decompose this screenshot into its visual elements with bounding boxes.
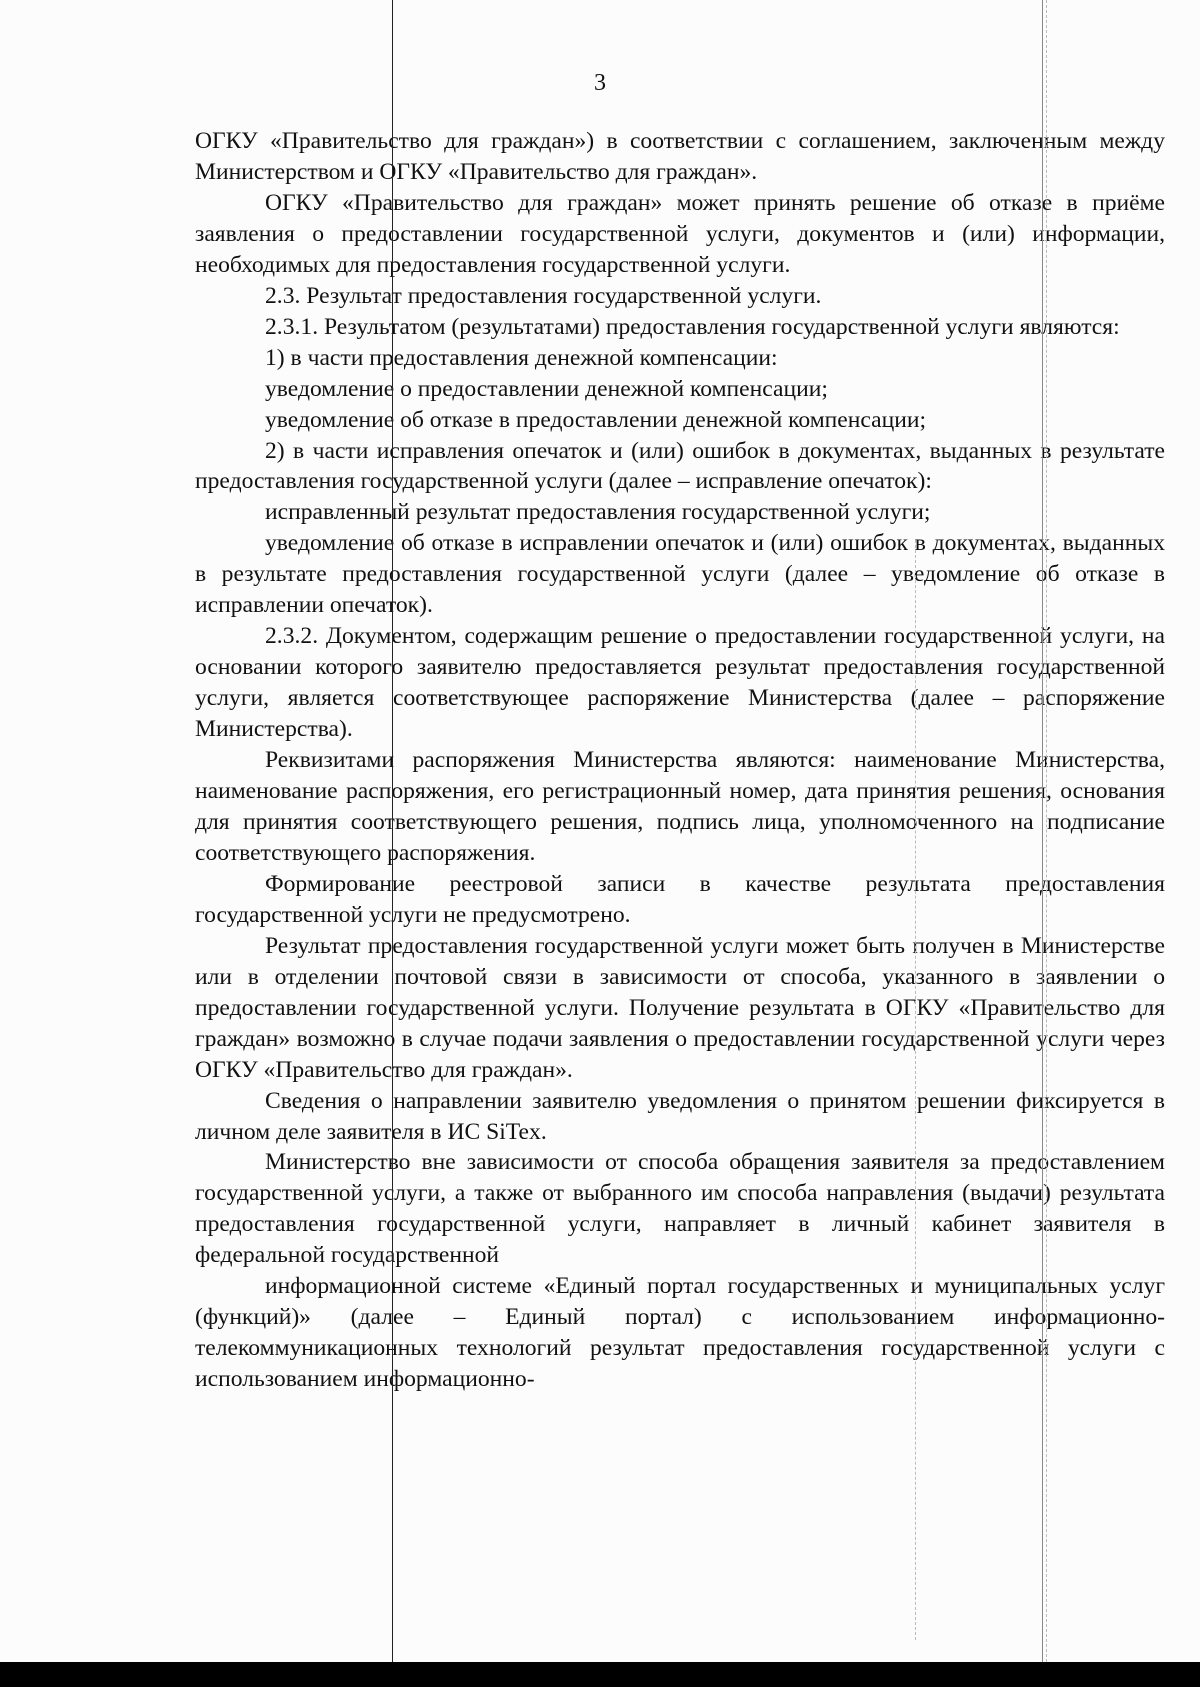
paragraph: ОГКУ «Правительство для граждан» может принять решение об отказе в приёме заявления о предоставлении государственной услуги, документов и (или) информации, необходимых для предоставления государственной услуги. <box>195 189 1165 278</box>
paragraph: Сведения о направлении заявителю уведомления о принятом решении фиксируется в личном деле заявителя в ИС SiTex. <box>195 1087 1165 1145</box>
paragraph: Формирование реестровой записи в качестве результата предоставления государственной услуги не предусмотрено. <box>195 870 1165 928</box>
page-number: 3 <box>594 70 606 96</box>
list-item: исправленный результат предоставления государственной услуги; <box>265 499 931 526</box>
list-item: уведомление о предоставлении денежной компенсации; <box>265 375 828 402</box>
document-body <box>195 126 1165 1395</box>
scan-artifact-line <box>915 540 916 1640</box>
scan-artifact-line <box>1046 0 1047 1662</box>
paragraph: 2.3.1. Результатом (результатами) предоставления государственной услуги являются: <box>265 313 1120 340</box>
paragraph: Министерство вне зависимости от способа обращения заявителя за предоставлением государственной услуги, а также от выбранного им способа направления (выдачи) результата предоставления государственной услуги, направляет в личный кабинет заявителя в федеральной государственной <box>195 1149 1165 1269</box>
section-heading: 2.3. Результат предоставления государственной услуги. <box>265 282 822 309</box>
scan-bottom-edge <box>0 1662 1200 1687</box>
scan-artifact-line <box>1042 0 1043 1662</box>
scan-artifact-line <box>392 0 393 1662</box>
paragraph: 2.3.2. Документом, содержащим решение о предоставлении государственной услуги, на основании которого заявителю предоставляется результат предоставления государственной услуги, является соответствующее распоряжение Министерства (далее – распоряжение Министерства). <box>195 623 1165 743</box>
list-item: уведомление об отказе в предоставлении денежной компенсации; <box>265 406 927 433</box>
paragraph: ОГКУ «Правительство для граждан») в соответствии с соглашением, заключенным между Министерством и ОГКУ «Правительство для граждан». <box>195 128 1165 185</box>
list-item: 1) в части предоставления денежной компенсации: <box>265 344 778 371</box>
paragraph: информационной системе «Единый портал государственных и муниципальных услуг (функций)» (далее – Единый портал) с использованием информационно-телекоммуникационных технологий результат предоставления государственной услуги с использованием информационно- <box>195 1273 1165 1393</box>
list-item: 2) в части исправления опечаток и (или) ошибок в документах, выданных в результате предоставления государственной услуги (далее – исправление опечаток): <box>195 437 1165 495</box>
paragraph: Результат предоставления государственной услуги может быть получен в Министерстве или в отделении почтовой связи в зависимости от способа, указанного в заявлении о предоставлении государственной услуги. Получение результата в ОГКУ «Правительство для граждан» возможно в случае подачи заявления о предоставлении государственной услуги через ОГКУ «Правительство для граждан». <box>195 932 1165 1083</box>
paragraph: Реквизитами распоряжения Министерства являются: наименование Министерства, наименование распоряжения, его регистрационный номер, дата принятия решения, основания для принятия соответствующего решения, подпись лица, уполномоченного на подписание соответствующего распоряжения. <box>195 747 1165 866</box>
list-item: уведомление об отказе в исправлении опечаток и (или) ошибок в документах, выданных в результате предоставления государственной услуги (далее – уведомление об отказе в исправлении опечаток). <box>195 530 1165 619</box>
